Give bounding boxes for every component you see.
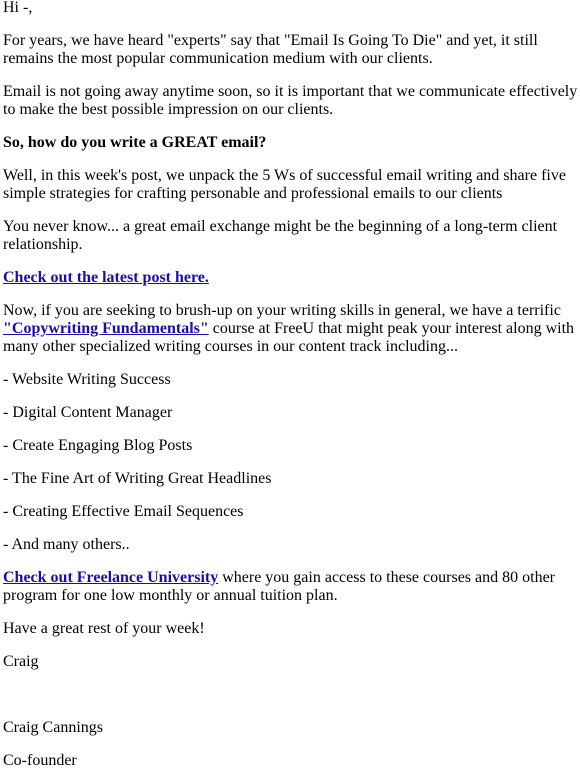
- paragraph-communicate-effectively: Email is not going away anytime soon, so it is important that we communicate effectively to make the best possible impression on our clients.: [3, 83, 578, 118]
- paragraph-freelance-university: [3, 569, 578, 605]
- course-item: - Create Engaging Blog Posts: [3, 437, 193, 454]
- course-item: - And many others..: [3, 536, 130, 553]
- paragraph-email-not-dying: For years, we have heard "experts" say that "Email Is Going To Die" and yet, it still remains the most popular communication medium with our clients.: [3, 32, 538, 67]
- paragraph-5-ws: Well, in this week's post, we unpack the 5 Ws of successful email writing and share five simple strategies for crafting personable and professional emails to our clients: [3, 167, 566, 202]
- latest-post-link[interactable]: Check out the latest post here.: [3, 269, 209, 286]
- signature-name: Craig Cannings: [3, 719, 103, 736]
- copywriting-intro-text: Now, if you are seeking to brush-up on your writing skills in general, we have a terrific: [3, 302, 561, 319]
- paragraph-you-never-know: You never know... a great email exchange might be the beginning of a long-term client relationship.: [3, 218, 558, 253]
- freelance-university-link[interactable]: Check out Freelance University: [3, 569, 219, 586]
- closing-line: Have a great rest of your week!: [3, 620, 205, 637]
- signoff: Craig: [3, 653, 39, 670]
- section-heading: So, how do you write a GREAT email?: [3, 134, 267, 151]
- signature-spacer: [3, 686, 578, 719]
- signature-title: Co-founder: [3, 752, 77, 769]
- paragraph-copywriting: [3, 302, 578, 356]
- copywriting-fundamentals-link[interactable]: "Copywriting Fundamentals": [3, 320, 209, 337]
- copywriting-outro-text: course at FreeU that might peak your interest along with many other specialized writing courses in our content track including...: [3, 320, 575, 355]
- course-item: - Website Writing Success: [3, 371, 171, 388]
- latest-post-paragraph: [3, 269, 578, 287]
- freelance-university-text: where you gain access to these courses and 80 other program for one low monthly or annual tuition plan.: [3, 569, 555, 604]
- course-item: - Digital Content Manager: [3, 404, 173, 421]
- course-item: - Creating Effective Email Sequences: [3, 503, 244, 520]
- course-item: - The Fine Art of Writing Great Headlines: [3, 470, 272, 487]
- greeting: Hi -,: [3, 0, 33, 16]
